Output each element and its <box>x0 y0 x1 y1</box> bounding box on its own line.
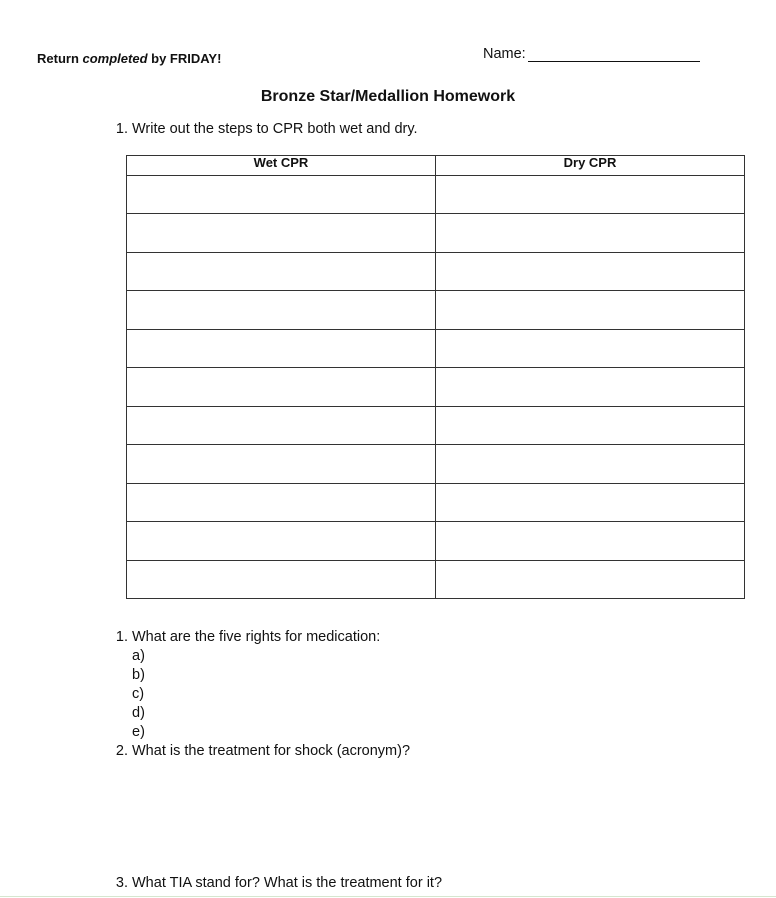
answer-cell-dry[interactable] <box>436 561 745 598</box>
return-prefix: Return <box>37 51 83 66</box>
answer-cell-wet[interactable] <box>127 330 435 367</box>
question-five-rights <box>108 629 508 649</box>
question-text: What are the five rights for medication: <box>132 629 381 645</box>
question-text: What is the treatment for shock (acronym)? <box>132 743 411 759</box>
name-blank-line[interactable] <box>528 61 700 62</box>
option-e: e) <box>132 724 145 740</box>
answer-cell-dry[interactable] <box>436 407 745 444</box>
question-text: What TIA stand for? What is the treatment for it? <box>132 875 443 891</box>
answer-cell-dry[interactable] <box>436 368 745 405</box>
answer-cell-wet[interactable] <box>127 561 435 598</box>
column-header-dry-cpr: Dry CPR <box>563 155 617 170</box>
option-a: a) <box>132 648 145 664</box>
option-b: b) <box>132 667 145 683</box>
answer-cell-wet[interactable] <box>127 253 435 290</box>
question-shock-treatment <box>108 743 508 763</box>
question-text: Write out the steps to CPR both wet and dry. <box>132 121 418 137</box>
question-number: 1. <box>115 629 128 645</box>
answer-cell-dry[interactable] <box>436 445 745 482</box>
name-label: Name: <box>483 46 526 62</box>
question-tia <box>108 875 528 895</box>
answer-cell-wet[interactable] <box>127 368 435 405</box>
answer-cell-dry[interactable] <box>436 253 745 290</box>
question-number: 3. <box>115 875 128 891</box>
answer-cell-wet[interactable] <box>127 522 435 559</box>
return-suffix: by FRIDAY! <box>147 51 222 66</box>
page-footer-divider <box>0 896 776 897</box>
answer-cell-wet[interactable] <box>127 445 435 482</box>
page-title: Bronze Star/Medallion Homework <box>260 88 516 105</box>
answer-cell-dry[interactable] <box>436 176 745 213</box>
answer-cell-dry[interactable] <box>436 330 745 367</box>
answer-cell-wet[interactable] <box>127 176 435 213</box>
question-cpr-steps <box>108 121 508 141</box>
answer-cell-dry[interactable] <box>436 214 745 251</box>
answer-cell-dry[interactable] <box>436 291 745 328</box>
question-number: 1. <box>115 121 128 137</box>
answer-cell-wet[interactable] <box>127 407 435 444</box>
answer-cell-wet[interactable] <box>127 484 435 521</box>
cpr-table <box>126 155 745 599</box>
return-emphasis: completed <box>82 51 148 66</box>
answer-cell-dry[interactable] <box>436 484 745 521</box>
question-number: 2. <box>115 743 128 759</box>
column-header-wet-cpr: Wet CPR <box>253 155 309 170</box>
answer-cell-dry[interactable] <box>436 522 745 559</box>
option-d: d) <box>132 705 145 721</box>
return-note <box>37 51 221 66</box>
answer-cell-wet[interactable] <box>127 214 435 251</box>
answer-cell-wet[interactable] <box>127 291 435 328</box>
option-c: c) <box>132 686 145 702</box>
